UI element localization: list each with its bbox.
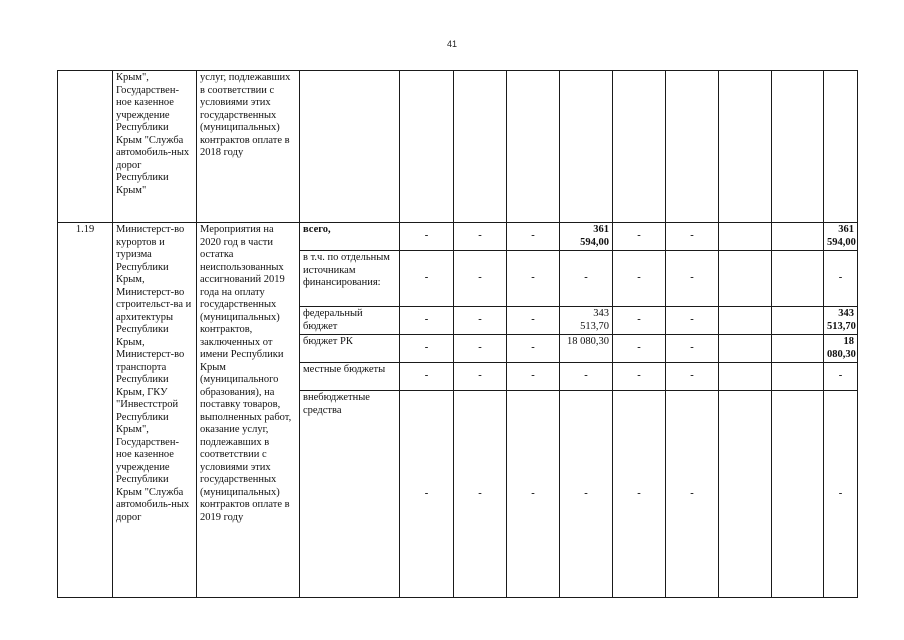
value-cell xyxy=(400,71,454,223)
value-cell xyxy=(772,335,824,363)
table-row xyxy=(58,71,858,223)
value-cell: - xyxy=(613,335,666,363)
value-cell: - xyxy=(613,391,666,598)
value-cell: - xyxy=(400,335,454,363)
value-cell: 361 594,00 xyxy=(824,223,858,251)
value-cell xyxy=(666,71,719,223)
value-cell: - xyxy=(507,363,560,391)
source-label: всего, xyxy=(300,223,400,251)
value-cell xyxy=(454,71,507,223)
value-cell xyxy=(719,363,772,391)
source-cell xyxy=(300,71,400,223)
value-cell xyxy=(507,71,560,223)
value-cell xyxy=(613,71,666,223)
source-label: местные бюджеты xyxy=(300,363,400,391)
value-cell: - xyxy=(454,391,507,598)
source-label: бюджет РК xyxy=(300,335,400,363)
value-cell xyxy=(560,71,613,223)
executor-cell: Министерст-во курортов и туризма Республики Крым, Министерст-во строительст-ва и архитектуры Республики Крым, Министерст-во транспорта Республики Крым, ГКУ "Инвестстрой Республики Крым", Государствен-ное казенное учреждение Республики Крым "Служба автомобиль-ных дорог xyxy=(113,223,197,598)
value-cell: - xyxy=(666,391,719,598)
value-cell: - xyxy=(400,391,454,598)
value-cell: - xyxy=(666,223,719,251)
value-cell xyxy=(719,223,772,251)
value-cell: - xyxy=(666,335,719,363)
value-cell: - xyxy=(454,335,507,363)
page-number: 41 xyxy=(446,39,457,49)
value-cell: 361 594,00 xyxy=(560,223,613,251)
value-cell xyxy=(719,307,772,335)
table-row xyxy=(58,223,858,251)
value-cell: - xyxy=(613,307,666,335)
value-cell: - xyxy=(454,223,507,251)
value-cell: - xyxy=(400,251,454,307)
value-cell: - xyxy=(454,307,507,335)
value-cell xyxy=(772,71,824,223)
number-cell: 1.19 xyxy=(58,223,113,598)
value-cell: - xyxy=(400,363,454,391)
value-cell: 343 513,70 xyxy=(824,307,858,335)
value-cell xyxy=(719,71,772,223)
value-cell: - xyxy=(507,251,560,307)
value-cell: - xyxy=(666,363,719,391)
value-cell: - xyxy=(613,363,666,391)
value-cell: - xyxy=(507,335,560,363)
value-cell: - xyxy=(613,223,666,251)
value-cell xyxy=(719,391,772,598)
value-cell: - xyxy=(400,307,454,335)
measure-cell: услуг, подлежавших в соответствии с условиями этих государственных (муниципальных) контрактов оплате в 2018 году xyxy=(197,71,300,223)
measure-cell: Мероприятия на 2020 год в части остатка неиспользованных ассигнований 2019 года на оплату государственных (муниципальных) контрактов, заключенных от имени Республики Крым (муниципального образования), на поставку товаров, выполненных работ, оказание услуг, подлежавших в соответствии с условиями этих государственных (муниципальных) контрактов оплате в 2019 году xyxy=(197,223,300,598)
source-label: внебюджетные средства xyxy=(300,391,400,598)
value-cell xyxy=(824,71,858,223)
value-cell: 18 080,30 xyxy=(560,335,613,363)
value-cell: - xyxy=(824,363,858,391)
value-cell: - xyxy=(560,363,613,391)
value-cell: - xyxy=(507,307,560,335)
value-cell: - xyxy=(560,251,613,307)
budget-table xyxy=(57,70,858,598)
source-label: в т.ч. по отдельным источникам финансирования: xyxy=(300,251,400,307)
value-cell xyxy=(772,363,824,391)
source-label: федеральный бюджет xyxy=(300,307,400,335)
value-cell: - xyxy=(666,307,719,335)
value-cell: 343 513,70 xyxy=(560,307,613,335)
value-cell: - xyxy=(666,251,719,307)
value-cell: - xyxy=(454,251,507,307)
value-cell xyxy=(772,391,824,598)
value-cell: - xyxy=(400,223,454,251)
value-cell xyxy=(772,251,824,307)
value-cell xyxy=(772,223,824,251)
value-cell: - xyxy=(454,363,507,391)
executor-cell: Крым", Государствен-ное казенное учреждение Республики Крым "Служба автомобиль-ных дорог Республики Крым" xyxy=(113,71,197,223)
value-cell: - xyxy=(507,223,560,251)
number-cell xyxy=(58,71,113,223)
value-cell xyxy=(772,307,824,335)
value-cell: 18 080,30 xyxy=(824,335,858,363)
value-cell xyxy=(719,335,772,363)
value-cell: - xyxy=(824,251,858,307)
value-cell: - xyxy=(560,391,613,598)
value-cell: - xyxy=(613,251,666,307)
value-cell: - xyxy=(507,391,560,598)
value-cell: - xyxy=(824,391,858,598)
value-cell xyxy=(719,251,772,307)
